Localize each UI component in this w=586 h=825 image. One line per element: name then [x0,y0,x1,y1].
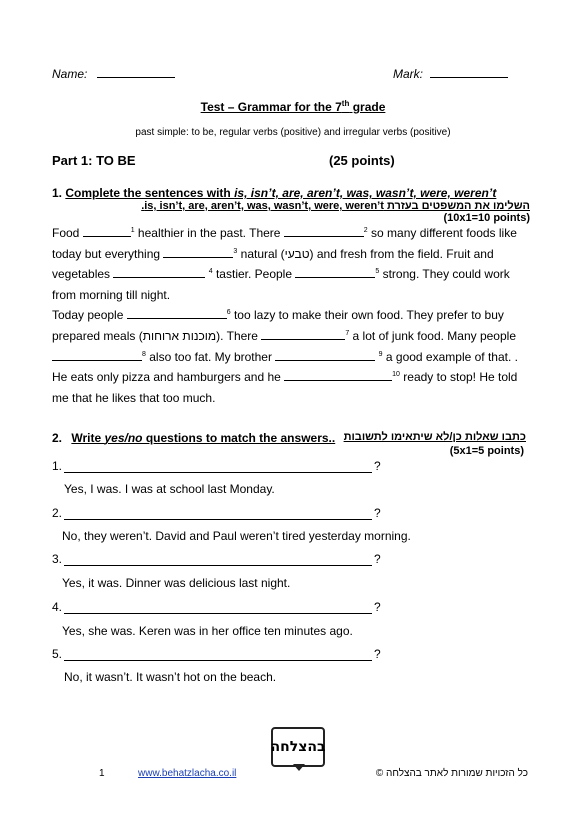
mark-label: Mark: [393,67,423,81]
question-2-number: 2. [52,506,63,520]
blank-3[interactable] [163,247,233,258]
ex1-text: Today people [52,308,127,323]
name-label: Name: [52,67,88,81]
ex2-instruction-text: Write [71,431,105,445]
blank-number: 1 [130,227,135,234]
question-5-mark: ? [374,647,381,661]
question-2-mark: ? [374,506,381,520]
logo-text: בהצלחה [270,739,326,755]
ex1-instruction [52,186,496,200]
ex2-instruction [52,431,335,445]
question-3-number: 3. [52,552,63,566]
answer-4: Yes, she was. Keren was in her office ten minutes ago. [62,624,353,638]
subtitle: past simple: to be, regular verbs (positive) and irregular verbs (positive) [135,127,451,138]
answer-1: Yes, I was. I was at school last Monday. [64,482,275,496]
question-1-mark: ? [374,459,381,473]
ex1-instruction-words: is, isn’t, are, aren’t, was, wasn’t, were, weren’t [234,186,497,200]
mark-row [393,67,508,81]
blank-number: 9 [378,350,383,358]
blank-number: 6 [226,309,231,317]
ex1-text: so many different foods like today but everything [52,226,517,261]
answer-5: No, it wasn’t. It wasn’t hot on the beach. [64,670,277,684]
question-4-mark: ? [374,600,381,614]
blank-1[interactable] [83,226,131,237]
question-5-number: 5. [52,647,63,661]
answer-3: Yes, it was. Dinner was delicious last night. [62,576,291,590]
ex1-text: also too fat. My brother [145,349,276,364]
name-row [52,67,175,81]
question-3-line[interactable] [64,565,372,566]
ex2-instruction-text: questions to match the answers.. [142,431,336,445]
question-1-line[interactable] [64,472,372,473]
behatzlacha-logo [271,727,325,767]
footer-link-wrap [138,768,236,779]
answer-2: No, they weren’t. David and Paul weren’t tired yesterday morning. [62,529,411,543]
ex1-text: ready to stop! He told me that he likes that too much. [52,370,518,405]
ex1-paragraph [52,223,527,408]
ex1-text: natural (טבעי) and fresh from the field. Fruit and vegetables [52,246,494,282]
ex1-text: strong. They could work from morning till night. [52,267,510,302]
blank-number: 7 [345,329,350,337]
name-blank[interactable] [97,67,175,78]
ex1-text: a good example of that. . He eats only pizza and hamburgers and he [52,349,518,385]
ex2-instruction-italic: yes/no [104,431,143,445]
question-4-line[interactable] [64,613,372,614]
blank-number: 5 [375,268,380,276]
ex1-instruction-text: Complete the sentences with [65,186,235,200]
blank-number: 3 [233,247,238,255]
title-post: grade [349,100,386,114]
blank-number: 2 [363,227,368,234]
blank-4[interactable] [113,267,205,278]
blank-5[interactable] [295,267,375,278]
question-3-mark: ? [374,552,381,566]
blank-2[interactable] [284,226,364,237]
part1-points: (25 points) [329,153,395,168]
ex1-text: too lazy to make their own food. They prefer to buy prepared meals (מוכנות ארוחות). There [52,308,504,343]
blank-6[interactable] [127,308,227,319]
ex1-number: 1. [52,186,63,200]
question-4-number: 4. [52,600,63,614]
blank-10[interactable] [284,370,392,381]
title-sup: th [341,99,350,108]
ex1-text: tastier. People [212,267,296,282]
blank-8[interactable] [52,350,142,361]
website-link[interactable]: www.behatzlacha.co.il [138,768,237,779]
ex2-points: (5x1=5 points) [449,445,524,457]
blank-number: 8 [142,350,146,358]
page-number: 1 [99,768,105,779]
blank-9[interactable] [275,350,375,361]
title-text: Test – Grammar for the 7 [200,100,342,114]
copyright-text: כל הזכויות שמורות לאתר בהצלחה © [375,768,528,779]
ex1-text: Food [52,226,83,240]
blank-7[interactable] [261,329,345,340]
question-5-line[interactable] [64,660,372,661]
blank-number: 4 [208,268,213,276]
blank-number: 10 [392,371,400,379]
ex1-hebrew-instruction: השלימו את המשפטים בעזרת is, isn’t, are, aren’t, was, wasn’t, were, weren’t. [141,200,530,212]
part1-heading: Part 1: TO BE [52,153,136,168]
ex2-hebrew-instruction: כתבו שאלות כן/לא שיתאימו לתשובות [343,431,526,443]
mark-blank[interactable] [430,67,508,78]
ex1-points: (10x1=10 points) [443,212,530,224]
logo-speech-tail [293,764,305,771]
ex1-text: healthier in the past. There [134,226,284,240]
ex2-number: 2. [52,431,63,445]
page-title [0,99,586,114]
ex1-text: a lot of junk food. Many people [349,328,516,343]
question-1-number: 1. [52,459,63,473]
question-2-line[interactable] [64,519,372,520]
